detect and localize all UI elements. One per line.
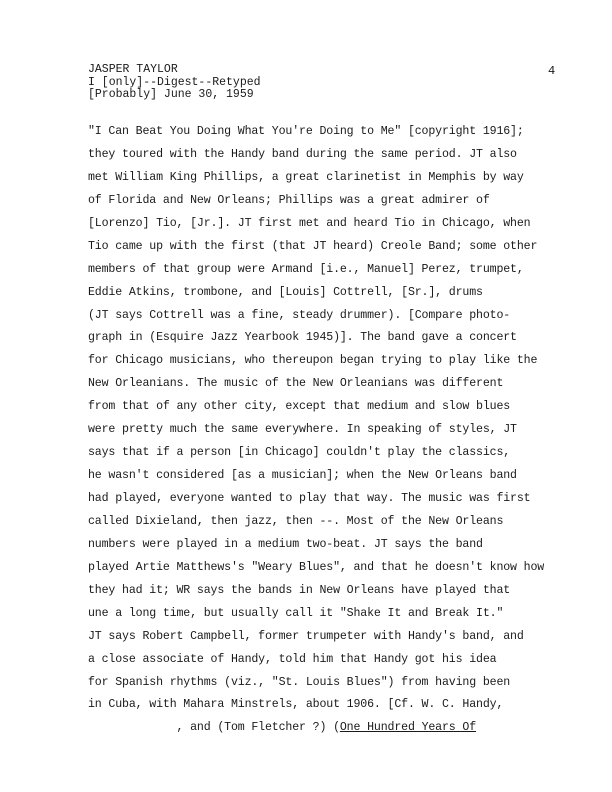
book-title-underlined: One Hundred Years Of xyxy=(339,721,477,735)
text-line: numbers were played in a medium two-beat. JT says the band xyxy=(88,537,483,551)
document-header xyxy=(88,64,261,102)
text-line: JT says Robert Campbell, former trumpeter with Handy's band, and xyxy=(88,629,524,643)
text-line: from that of any other city, except that medium and slow blues xyxy=(88,400,511,414)
text-line: played Artie Matthews's "Weary Blues", and that he doesn't know how xyxy=(88,560,545,574)
text-line: says that if a person [in Chicago] couldn't play the classics, xyxy=(88,446,511,460)
text-line: had played, everyone wanted to play that way. The music was first xyxy=(88,492,531,505)
text-line: in Cuba, with Mahara Minstrels, about 1906. [Cf. W. C. Handy, xyxy=(88,698,504,712)
interview-date: [Probably] June 30, 1959 xyxy=(88,88,254,101)
text-line: he wasn't considered [as a musician]; when the New Orleans band xyxy=(88,469,517,483)
text-line: members of that group were Armand [i.e., Manuel] Perez, trumpet, xyxy=(88,262,524,276)
reel-info: I [only]--Digest--Retyped xyxy=(88,75,261,89)
text-line: for Spanish rhythms (viz., "St. Louis Blues") from having been xyxy=(88,675,511,689)
text-line: a close associate of Handy, told him that Handy got his idea xyxy=(88,652,497,666)
text-line: were pretty much the same everywhere. In speaking of styles, JT xyxy=(88,423,517,437)
text-line: Tio came up with the first (that JT heard) Creole Band; some other xyxy=(88,239,538,253)
page-number: 4 xyxy=(548,64,556,78)
text-line: "I Can Beat You Doing What You're Doing to Me" [copyright 1916]; xyxy=(88,125,524,138)
text-line: une a long time, but usually call it "Shake It and Break It." xyxy=(88,606,504,620)
final-line-lead: , and (Tom Fletcher ?) ( xyxy=(88,721,340,735)
text-line: met William King Phillips, a great clarinetist in Memphis by way xyxy=(88,170,524,184)
text-line: called Dixieland, then jazz, then --. Most of the New Orleans xyxy=(88,514,504,528)
text-line: for Chicago musicians, who thereupon began trying to play like the xyxy=(88,354,538,368)
interviewee-name: JASPER TAYLOR xyxy=(88,63,178,76)
text-line-final xyxy=(88,717,558,740)
text-line: New Orleanians. The music of the New Orleanians was different xyxy=(88,377,504,391)
text-line: of Florida and New Orleans; Phillips was a great admirer of xyxy=(88,193,490,207)
text-line: [Lorenzo] Tio, [Jr.]. JT first met and heard Tio in Chicago, when xyxy=(88,216,531,230)
body-text xyxy=(88,121,558,740)
text-line: (JT says Cottrell was a fine, steady drummer). [Compare photo- xyxy=(88,308,511,322)
text-line: they had it; WR says the bands in New Orleans have played that xyxy=(88,583,511,597)
text-line: graph in (Esquire Jazz Yearbook 1945)]. The band gave a concert xyxy=(88,331,517,345)
text-line: they toured with the Handy band during the same period. JT also xyxy=(88,147,517,161)
text-line: Eddie Atkins, trombone, and [Louis] Cottrell, [Sr.], drums xyxy=(88,285,483,299)
